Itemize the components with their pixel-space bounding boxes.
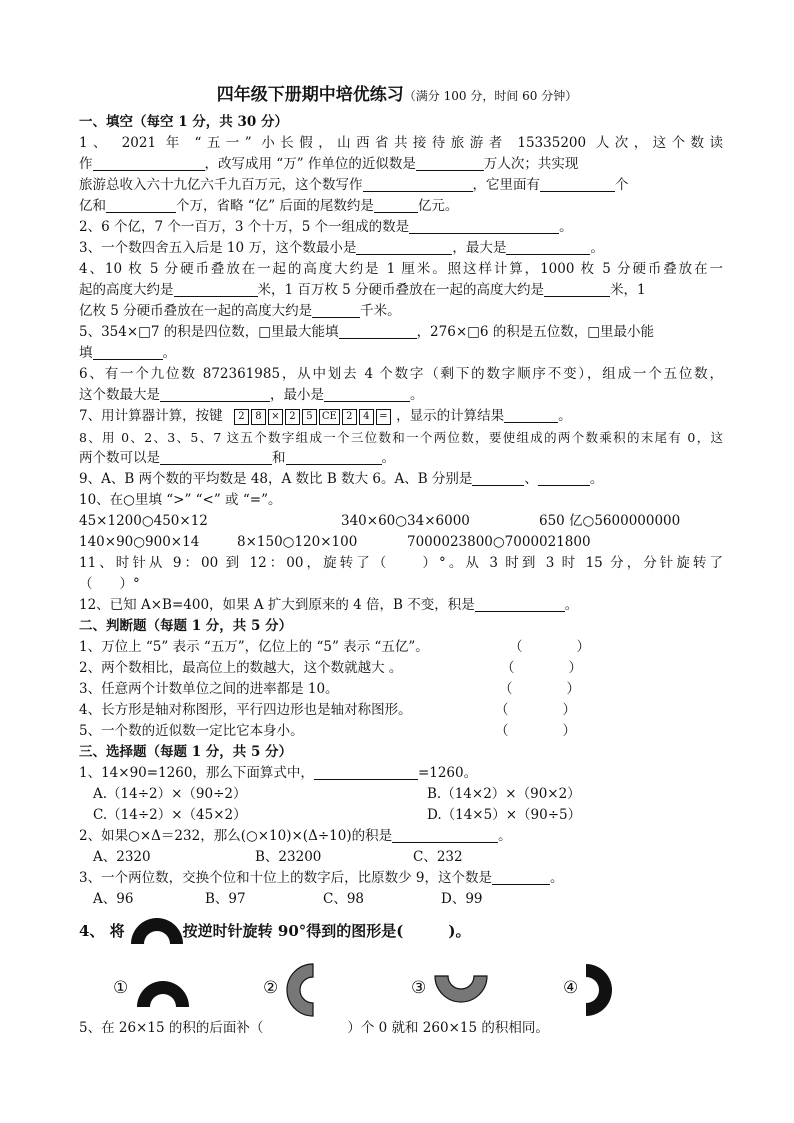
q2-line [79, 217, 723, 238]
c4-text: 按逆时针旋转 90°得到的图形是( )。 [182, 922, 471, 940]
q8-line-b [79, 448, 723, 469]
arch-up-shape-icon[interactable] [135, 980, 191, 1008]
option-c[interactable]: C、232 [413, 849, 463, 865]
q1-line-d [79, 196, 723, 217]
option-a[interactable]: A、2320 [93, 849, 151, 865]
q6-text: 。 [410, 387, 424, 403]
q12-text: 12、已知 A×B=400，如果 A 扩大到原来的 4 倍，B 不变，积是 [79, 597, 475, 613]
judge-answer[interactable]: （ ） [509, 639, 590, 655]
q1-line-a: 1、 2021 年 “五一” 小长假，山西省共接待旅游者 15335200 人次，这个数读 [79, 135, 723, 151]
judge-text: 2、两个数相比，最高位上的数越大，这个数就越大 。 [79, 660, 403, 676]
q9-line [79, 469, 723, 490]
answer-blank[interactable] [312, 302, 360, 318]
q10-row-1 [79, 511, 723, 532]
q4-text: 米，1 [610, 282, 646, 298]
option-b[interactable]: B、97 [205, 891, 246, 907]
q6-text: ，最小是 [270, 387, 324, 403]
option-4-label[interactable]: ④ [563, 978, 579, 998]
c1-options-ab [79, 784, 723, 805]
answer-blank[interactable] [93, 344, 163, 360]
q1-text: ，它里面有 [472, 177, 540, 193]
q5-text: 。 [162, 345, 176, 361]
q12-text: 。 [564, 597, 579, 613]
answer-blank[interactable] [324, 386, 410, 402]
q7-line [79, 406, 723, 427]
q1-line-c [79, 175, 723, 196]
c3-options [79, 889, 723, 910]
compare-item[interactable]: 650 亿○5600000000 [539, 513, 681, 529]
answer-blank[interactable] [339, 323, 417, 339]
q8-text: 。 [381, 450, 395, 466]
q9-text: 9、A、B 两个数的平均数是 48，A 数比 B 数大 6。A、B 分别是 [79, 471, 473, 487]
answer-blank[interactable] [160, 449, 272, 465]
answer-blank[interactable] [160, 386, 270, 402]
q4-line-b [79, 280, 723, 301]
answer-blank[interactable] [356, 239, 452, 255]
judge-text: 5、一个数的近似数一定比它本身小。 [79, 723, 304, 739]
answer-blank[interactable] [506, 239, 590, 255]
calc-key: 2 [342, 409, 357, 425]
c4-options [79, 958, 723, 1018]
answer-blank[interactable] [538, 470, 590, 486]
c2-text: 2、如果○×Δ＝232，那么(○×10)×(Δ÷10)的积是 [79, 828, 393, 844]
option-d[interactable]: D.（14×5）×（90÷5） [427, 807, 582, 823]
option-3-label[interactable]: ③ [411, 978, 427, 998]
answer-blank[interactable] [286, 449, 382, 465]
c4-text: 4、 将 [79, 922, 125, 940]
compare-item[interactable]: 45×1200○450×12 [79, 513, 208, 529]
q1-text: 作 [79, 156, 93, 172]
answer-blank[interactable] [106, 197, 176, 213]
q9-text: 、 [524, 471, 538, 487]
arch-right-shape-icon[interactable] [584, 962, 614, 1018]
q1-text: 亿和 [79, 198, 106, 214]
q4-line-c [79, 301, 723, 322]
q6-line-b [79, 385, 723, 406]
c3-text: 。 [549, 870, 564, 886]
c2-options [79, 847, 723, 868]
option-a[interactable]: A、96 [93, 891, 134, 907]
q8-text: 和 [272, 450, 286, 466]
q1-text: 万人次；共实现 [483, 156, 579, 172]
arch-left-shape-icon[interactable] [285, 962, 315, 1018]
q5-text: 5、354×□7 的积是四位数，□里最大能填 [79, 324, 339, 340]
q5-text: 填 [79, 345, 93, 361]
c3-stem [79, 868, 723, 889]
q7-text: ，显示的计算结果 [396, 408, 505, 424]
q2-text: 。 [559, 219, 573, 235]
q4-text: 千米。 [360, 303, 401, 319]
q6-text: 这个数最大是 [79, 387, 160, 403]
calc-key: = [376, 409, 391, 425]
q7-text: 。 [558, 408, 572, 424]
answer-blank[interactable] [475, 596, 565, 612]
judge-answer[interactable]: （ ） [495, 702, 576, 718]
arch-shape-icon [129, 917, 185, 945]
title-sub: （满分 100 分，时间 60 分钟） [403, 89, 578, 103]
judge-answer[interactable]: （ ） [501, 660, 582, 676]
judge-answer[interactable]: （ ） [495, 723, 576, 739]
calculator-keys [233, 408, 396, 424]
q1-text: 旅游总收入六十九亿六千九百万元，这个数写作 [79, 177, 363, 193]
section-choice: 三、选择题（每题 1 分，共 5 分） [79, 744, 293, 760]
q3-text: 3、一个数四舍五入后是 10 万，这个数最小是 [79, 240, 357, 256]
answer-blank[interactable] [409, 218, 559, 234]
q10-line: 10、在○里填 “>” “<” 或 “=”。 [79, 492, 282, 508]
q5-line-a [79, 322, 723, 343]
q3-text: 。 [590, 240, 604, 256]
q11-line-a: 11、时针从 9：00 到 12：00，旋转了（ ）°。从 3 时到 3 时 15 分，分针旋转了 [79, 555, 723, 571]
q1-text: 个万，省略 “亿” 后面的尾数约是 [176, 198, 374, 214]
answer-blank[interactable] [472, 470, 524, 486]
c5-line [79, 1018, 723, 1039]
calc-key: 4 [359, 409, 374, 425]
option-a[interactable]: A.（14÷2）×（90÷2） [93, 786, 247, 802]
q3-text: ，最大是 [452, 240, 507, 256]
judge-item [79, 658, 723, 679]
compare-item[interactable]: 8×150○120×100 [237, 534, 358, 550]
q4-text: 亿枚 5 分硬币叠放在一起的高度大约是 [79, 303, 313, 319]
q12-line [79, 595, 723, 616]
answer-blank[interactable] [492, 869, 550, 885]
answer-blank[interactable] [540, 176, 615, 192]
c3-text: 3、一个两位数，交换个位和十位上的数字后，比原数少 9，这个数是 [79, 870, 492, 886]
section-fill-blank: 一、填空（每空 1 分，共 30 分） [79, 114, 288, 130]
judge-item [79, 700, 723, 721]
judge-item [79, 637, 723, 658]
c1-text: 1、14×90=1260，那么下面算式中， [79, 765, 314, 781]
q9-text: 。 [589, 471, 604, 487]
q8-text: 两个数可以是 [79, 450, 160, 466]
option-d[interactable]: D、99 [441, 891, 483, 907]
section-judge: 二、判断题（每题 1 分，共 5 分） [79, 618, 293, 634]
answer-blank[interactable] [174, 281, 258, 297]
judge-answer[interactable]: （ ） [499, 681, 580, 697]
q1-text: ，改写成用 “万” 作单位的近似数是 [204, 156, 416, 172]
q4-text: 米，1 百万枚 5 分硬币叠放在一起的高度大约是 [257, 282, 545, 298]
compare-item[interactable]: 7000023800○7000021800 [407, 534, 591, 550]
q11-line-b: （ ）° [79, 576, 140, 592]
calc-key: 5 [302, 409, 317, 425]
c5-text: ）个 0 就和 260×15 的积相同。 [347, 1020, 549, 1036]
option-c[interactable]: C、98 [323, 891, 365, 907]
option-b[interactable]: B.（14×2）×（90×2） [427, 786, 581, 802]
worksheet-title [0, 80, 794, 105]
calc-key: 2 [234, 409, 249, 425]
q5-text: ，276×□6 的积是五位数，□里最小能 [416, 324, 655, 340]
q7-text: 7、用计算器计算，按键 [79, 408, 223, 424]
c1-options-cd [79, 805, 723, 826]
c1-stem [79, 763, 723, 784]
q4-text: 起的高度大约是 [79, 282, 174, 298]
judge-item [79, 679, 723, 700]
answer-blank[interactable] [374, 197, 418, 213]
q8-line-a: 8、用 0、2、3、5、7 这五个数字组成一个三位数和一个两位数，要使组成的两个数乘积的末尾有 0，这 [79, 430, 723, 445]
q1-text: 亿元。 [417, 198, 459, 214]
answer-blank[interactable] [416, 155, 484, 171]
q6-line-a: 6、有一个九位数 872361985，从中划去 4 个数字（剩下的数字顺序不变），组成一个五位数， [79, 366, 723, 382]
c5-text: 5、在 26×15 的积的后面补（ [79, 1020, 264, 1036]
judge-item [79, 721, 723, 742]
judge-text: 4、长方形是轴对称图形，平行四边形也是轴对称图形。 [79, 702, 412, 718]
option-c[interactable]: C.（14÷2）×（45×2） [93, 807, 247, 823]
option-1-label[interactable]: ① [113, 978, 129, 998]
c1-text: =1260。 [417, 765, 478, 781]
arch-down-shape-icon[interactable] [433, 974, 489, 1004]
compare-item[interactable]: 140×90○900×14 [79, 534, 200, 550]
answer-blank[interactable] [93, 155, 205, 171]
judge-text: 1、万位上 “5” 表示 “五万”，亿位上的 “5” 表示 “五亿”。 [79, 639, 429, 655]
calc-key: 8 [251, 409, 266, 425]
option-b[interactable]: B、23200 [255, 849, 322, 865]
c2-text: 。 [498, 828, 512, 844]
option-2-label[interactable]: ② [263, 978, 279, 998]
q1-line-b [79, 154, 723, 175]
calc-key: × [268, 409, 283, 425]
answer-blank[interactable] [504, 407, 558, 423]
q10-row-2 [79, 532, 723, 553]
q5-line-b [79, 343, 723, 364]
worksheet-content [79, 112, 723, 1039]
answer-blank[interactable] [392, 827, 498, 843]
calc-key: 2 [285, 409, 300, 425]
judge-text: 3、任意两个计数单位之间的进率都是 10。 [79, 681, 339, 697]
c4-stem [79, 914, 723, 958]
title-main: 四年级下册期中培优练习 [216, 85, 404, 105]
q2-text: 2、6 个亿，7 个一百万，3 个十万，5 个一组成的数是 [79, 219, 410, 235]
answer-blank[interactable] [544, 281, 610, 297]
q4-line-a: 4、10 枚 5 分硬币叠放在一起的高度大约是 1 厘米。照这样计算，1000 枚 5 分硬币叠放在一 [79, 261, 723, 277]
answer-blank[interactable] [314, 764, 418, 780]
q1-text: 个 [615, 177, 629, 193]
q3-line [79, 238, 723, 259]
answer-blank[interactable] [363, 176, 473, 192]
compare-item[interactable]: 340×60○34×6000 [341, 513, 470, 529]
calc-key: CE [319, 409, 340, 425]
c2-stem [79, 826, 723, 847]
